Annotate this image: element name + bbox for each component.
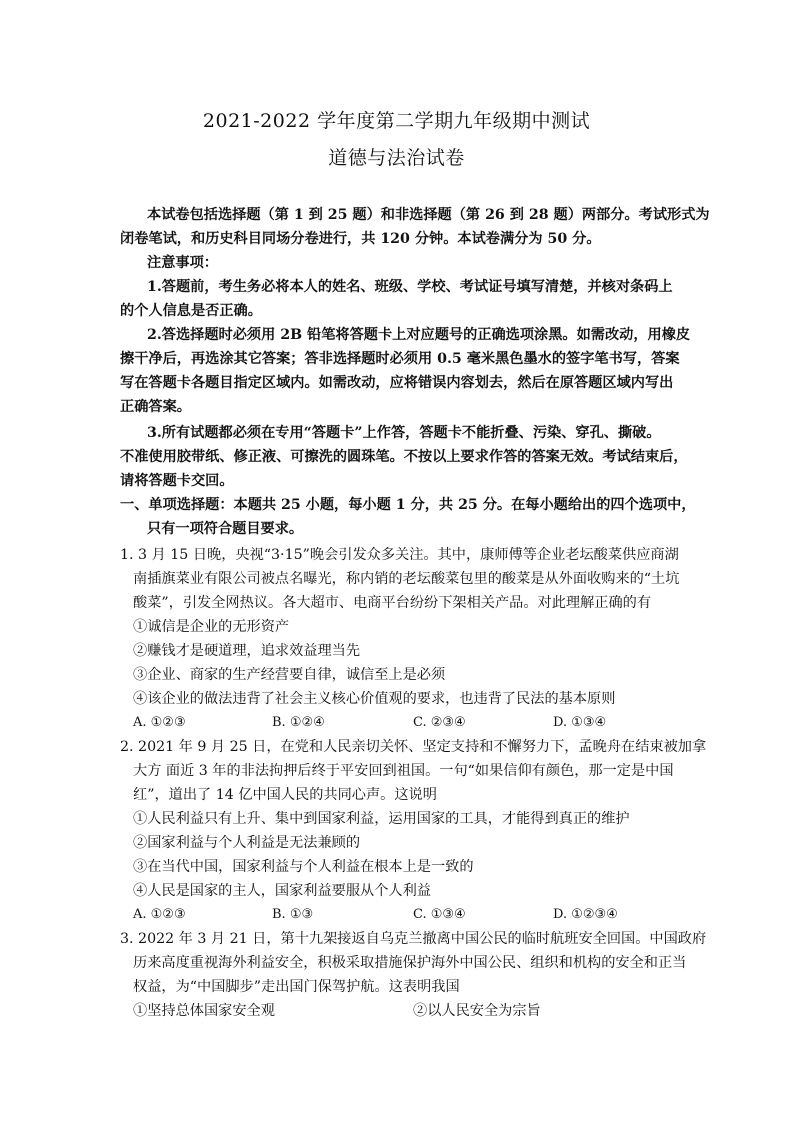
question-1-stem: 南插旗菜业有限公司被点名曝光，称内销的老坛酸菜包里的酸菜是从外面收购来的“土坑 — [133, 571, 680, 587]
question-2-option-c[interactable]: C. ①③④ — [413, 907, 466, 922]
question-3-stem: 历来高度重视海外利益安全，积极采取措施保护海外中国公民、组织和机构的安全和正当 — [133, 955, 687, 971]
notice-item-1: 1.答题前，考生务必将本人的姓名、班级、学校、考试证号填写清楚，并核对条码上 — [147, 279, 673, 295]
question-1-option-d[interactable]: D. ①③④ — [553, 715, 607, 730]
question-2-option-a[interactable]: A. ①②③ — [133, 907, 186, 922]
question-2-statement: ②国家利益与个人利益是无法兼顾的 — [133, 835, 361, 851]
notice-heading: 注意事项： — [147, 255, 218, 271]
question-2-option-d[interactable]: D. ①②③④ — [553, 907, 618, 922]
notice-item-3-cont: 请将答题卡交回。 — [120, 473, 234, 489]
notice-item-3: 3.所有试题都必须在专用“答题卡”上作答，答题卡不能折叠、污染、穿孔、撕破。 — [147, 425, 661, 441]
question-2-stem: 2. 2021 年 9 月 25 日，在党和人民亲切关怀、坚定支持和不懈努力下，孟晚舟在结束被加拿 — [120, 739, 707, 755]
question-1-statement: ④该企业的做法违背了社会主义核心价值观的要求，也违背了民法的基本原则 — [133, 691, 616, 707]
question-2-statement: ③在当代中国，国家利益与个人利益在根本上是一致的 — [133, 859, 474, 875]
question-3-stem: 权益，为“中国脚步”走出国门保驾护航。这表明我国 — [133, 979, 460, 995]
question-1-stem: 酸菜”，引发全网热议。各大超市、电商平台纷纷下架相关产品。对此理解正确的有 — [133, 595, 652, 611]
exam-title: 2021-2022 学年度第二学期九年级期中测试 — [202, 110, 591, 132]
notice-item-2: 2.答选择题时必须用 2B 铅笔将答题卡上对应题号的正确选项涂黑。如需改动，用橡皮 — [147, 327, 691, 343]
notice-item-1-cont: 的个人信息是否正确。 — [120, 303, 262, 319]
question-3-statement: ②以人民安全为宗旨 — [413, 1003, 541, 1019]
question-2-option-b[interactable]: B. ①③ — [272, 907, 314, 922]
notice-item-2-cont: 擦干净后，再选涂其它答案；答非选择题时必须用 0.5 毫米黑色墨水的签字笔书写，答案 — [120, 351, 680, 367]
question-2-stem: 大方 面近 3 年的非法拘押后终于平安回到祖国。一句“如果信仰有颜色，那一定是中国 — [133, 763, 674, 779]
notice-item-2-cont: 正确答案。 — [120, 399, 191, 415]
exam-subject-title: 道德与法治试卷 — [328, 147, 465, 169]
question-1-option-a[interactable]: A. ①②③ — [133, 715, 186, 730]
section-heading: 一、单项选择题：本题共 25 小题，每小题 1 分，共 25 分。在每小题给出的四个选项中， — [120, 497, 696, 513]
question-1-option-c[interactable]: C. ②③④ — [413, 715, 466, 730]
question-3-stem: 3. 2022 年 3 月 21 日，第十九架接返自乌克兰撤离中国公民的临时航班安全回国。中国政府 — [120, 931, 707, 947]
question-1-statement: ②赚钱才是硬道理，追求效益理当先 — [133, 643, 361, 659]
question-1-statement: ③企业、商家的生产经营要自律，诚信至上是必须 — [133, 667, 446, 683]
intro-line: 闭卷笔试，和历史科目同场分卷进行，共 120 分钟。本试卷满分为 50 分。 — [120, 231, 601, 247]
question-2-stem: 红”，道出了 14 亿中国人民的共同心声。这说明 — [133, 787, 437, 803]
question-2-statement: ①人民利益只有上升、集中到国家利益，运用国家的工具，才能得到真正的维护 — [133, 811, 630, 827]
intro-line: 本试卷包括选择题（第 1 到 25 题）和非选择题（第 26 到 28 题）两部分。考试形式为 — [147, 207, 710, 223]
notice-item-3-cont: 不准使用胶带纸、修正液、可擦洗的圆珠笔。不按以上要求作答的答案无效。考试结束后， — [120, 449, 688, 465]
question-2-statement: ④人民是国家的主人，国家利益要服从个人利益 — [133, 883, 431, 899]
question-1-option-b[interactable]: B. ①②④ — [272, 715, 325, 730]
question-1-statement: ①诚信是企业的无形资产 — [133, 619, 290, 635]
question-3-statement: ①坚持总体国家安全观 — [133, 1003, 275, 1019]
question-1-stem: 1. 3 月 15 日晚，央视“3·15”晚会引发众多关注。其中，康师傅等企业老坛酸菜供应商湖 — [120, 547, 679, 563]
notice-item-2-cont: 写在答题卡各题目指定区域内。如需改动，应将错误内容划去，然后在原答题区域内写出 — [120, 375, 674, 391]
section-heading-cont: 只有一项符合题目要求。 — [147, 521, 304, 537]
